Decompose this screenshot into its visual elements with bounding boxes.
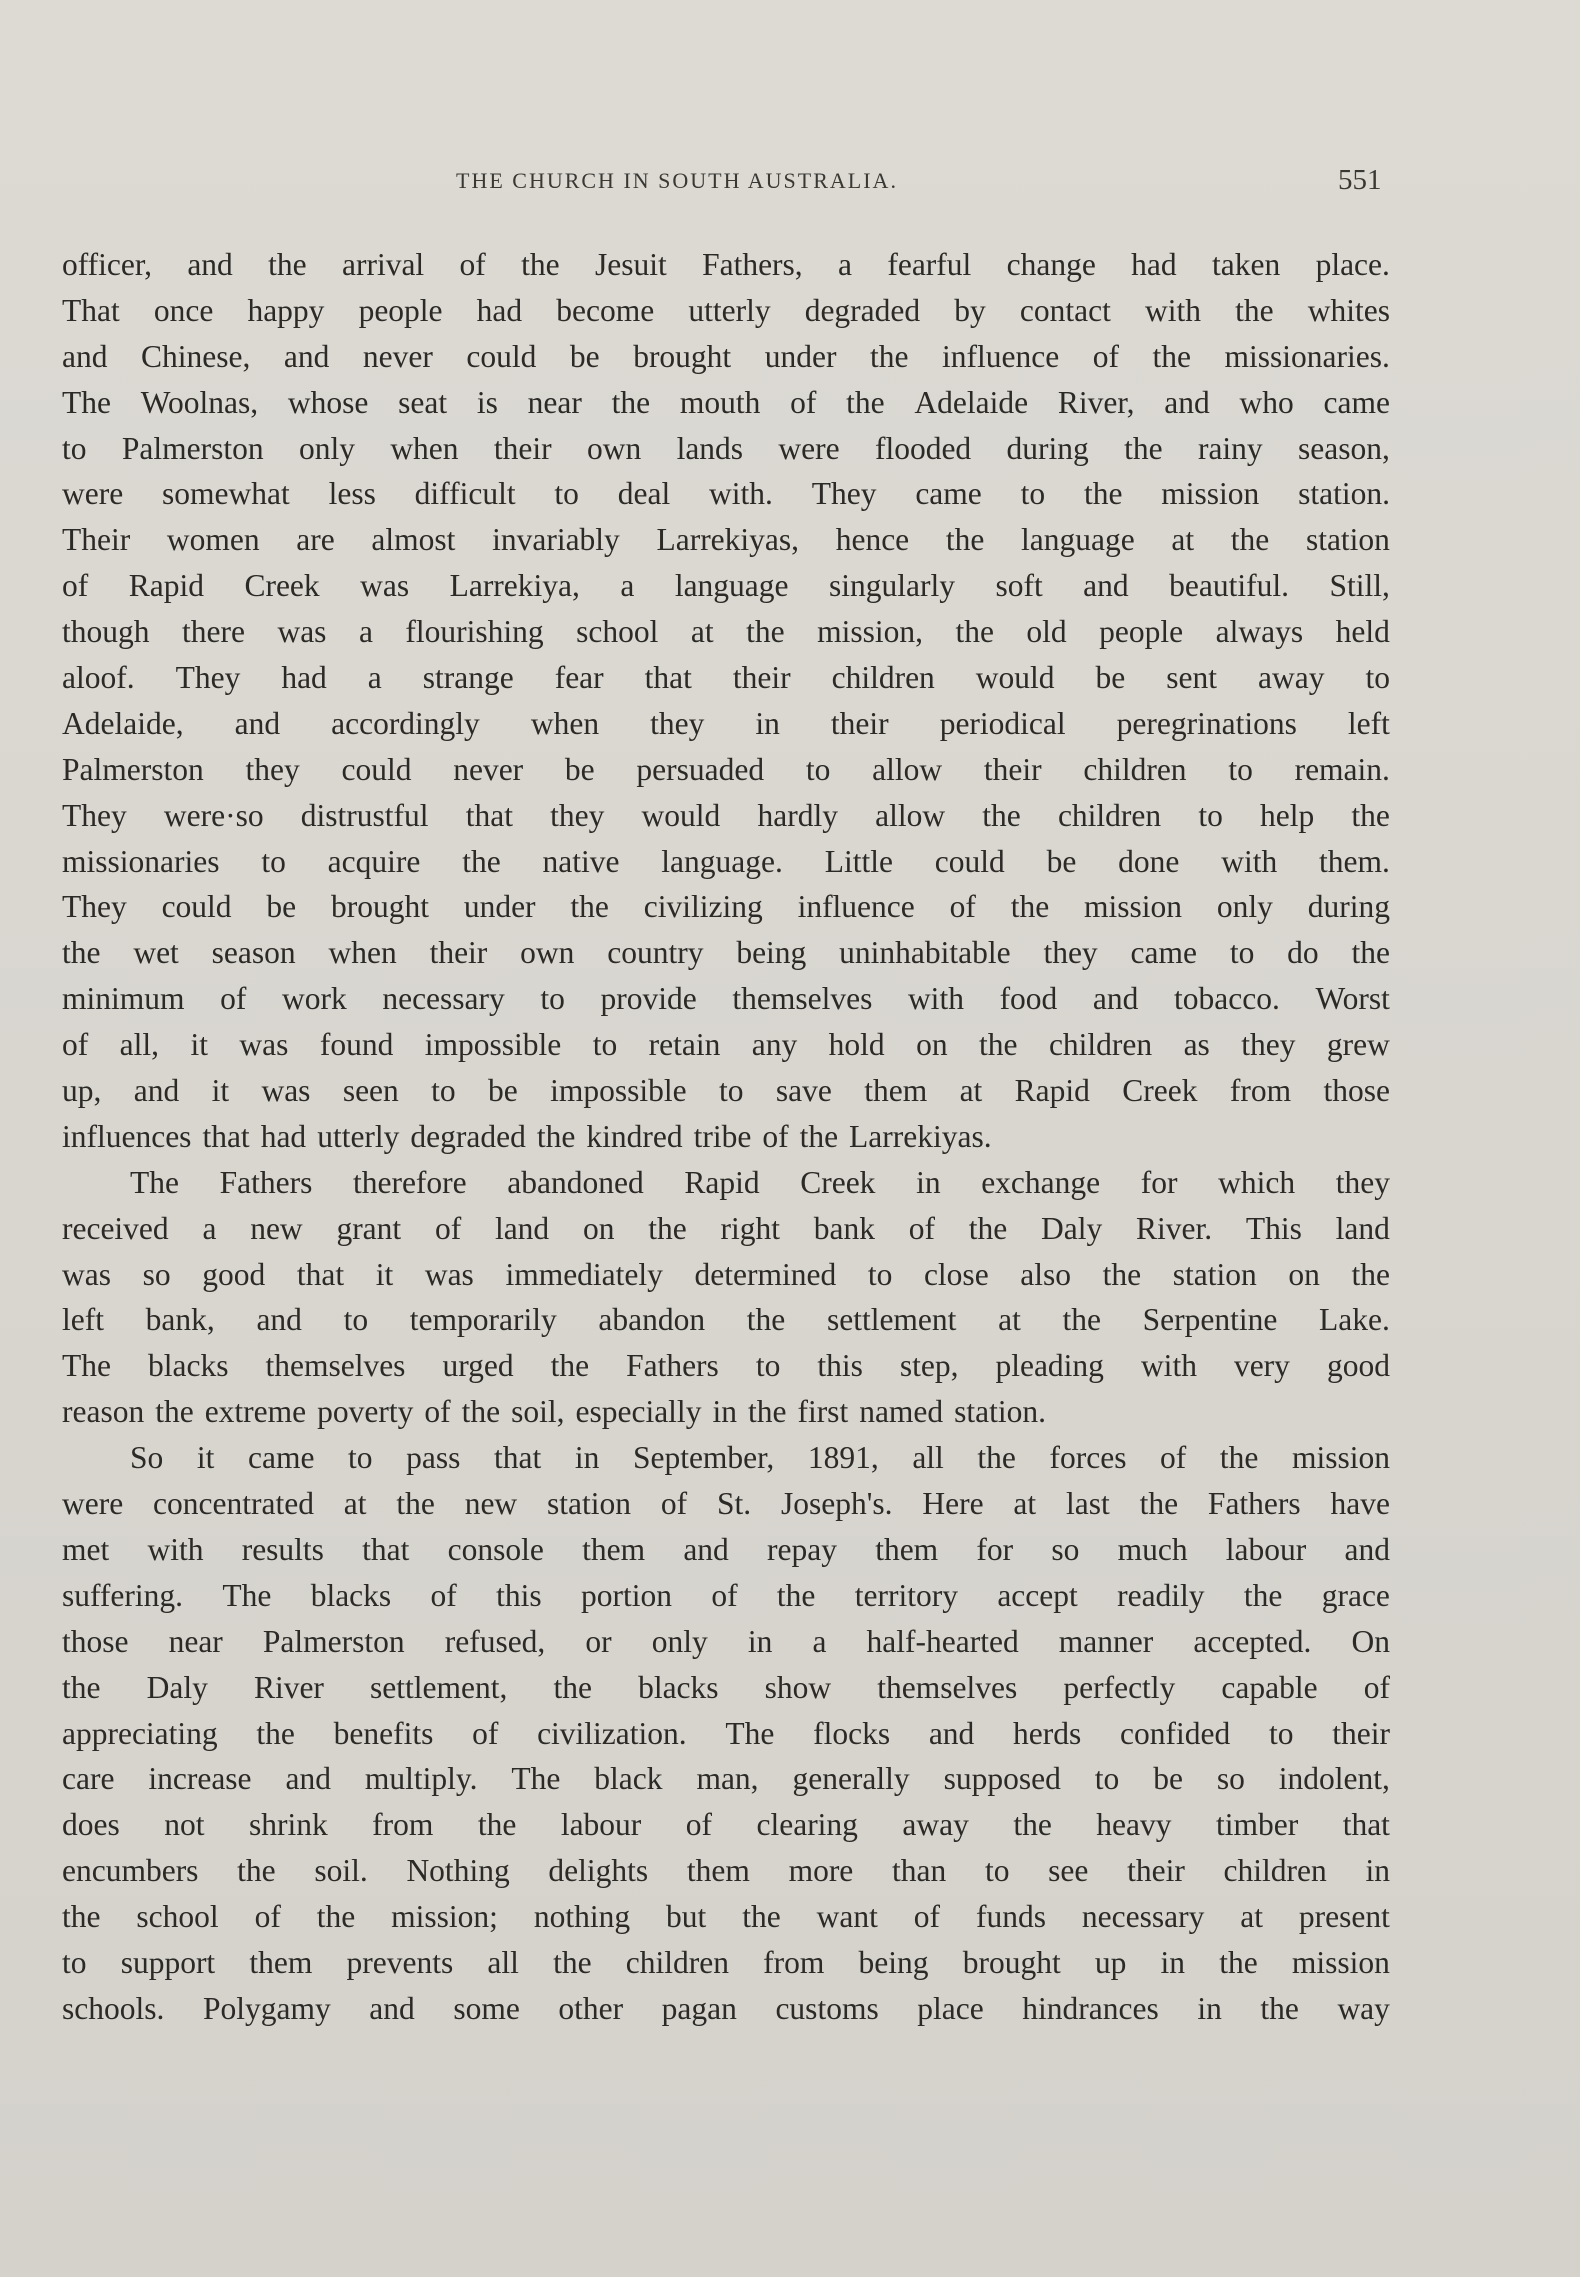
text-line: The blacks themselves urged the Fathers to this step, pleading with very good [62,1348,1390,1384]
body-text [62,242,1390,2032]
text-line: officer, and the arrival of the Jesuit Fathers, a fearful change had taken place. [62,247,1390,282]
text-line: care increase and multiply. The black man, generally supposed to be so indolent, [62,1761,1390,1797]
running-head: THE CHURCH IN SOUTH AUSTRALIA. [456,168,898,193]
text-line: were somewhat less difficult to deal with. They came to the mission station. [62,476,1390,512]
text-line: met with results that console them and repay them for so much labour and [62,1531,1390,1567]
text-line: of all, it was found impossible to retain any hold on the children as they grew [62,1027,1390,1063]
text-line: were concentrated at the new station of St. Joseph's. Here at last the Fathers have [62,1486,1390,1522]
text-line: The Fathers therefore abandoned Rapid Creek in exchange for which they [130,1164,1390,1200]
text-line: encumbers the soil. Nothing delights them more than to see their children in [62,1853,1390,1889]
text-line: and Chinese, and never could be brought under the influence of the missionaries. [62,338,1390,374]
text-line: schools. Polygamy and some other pagan customs place hindrances in the way [62,1990,1390,2026]
text-line: left bank, and to temporarily abandon the settlement at the Serpentine Lake. [62,1302,1390,1338]
text-line: to Palmerston only when their own lands were flooded during the rainy season, [62,430,1390,466]
text-line: the wet season when their own country being uninhabitable they came to do the [62,935,1390,971]
text-line: those near Palmerston refused, or only in a half-hearted manner accepted. On [62,1623,1390,1659]
text-line: They could be brought under the civilizing influence of the mission only during [62,889,1390,925]
text-line: received a new grant of land on the right bank of the Daly River. This land [62,1210,1390,1246]
text-line: reason the extreme poverty of the soil, especially in the first named station. [62,1394,1047,1430]
text-line: does not shrink from the labour of clearing away the heavy timber that [62,1807,1390,1843]
text-line: missionaries to acquire the native language. Little could be done with them. [62,843,1390,879]
text-line: the school of the mission; nothing but the want of funds necessary at present [62,1899,1390,1935]
text-line: Adelaide, and accordingly when they in their periodical peregrinations left [62,705,1390,741]
text-line: Palmerston they could never be persuaded to allow their children to remain. [62,751,1390,787]
text-line: suffering. The blacks of this portion of the territory accept readily the grace [62,1577,1390,1613]
text-line: of Rapid Creek was Larrekiya, a language singularly soft and beautiful. Still, [62,568,1390,604]
text-line: That once happy people had become utterly degraded by contact with the whites [62,292,1390,328]
text-line: The Woolnas, whose seat is near the mouth of the Adelaide River, and who came [62,384,1390,420]
text-line: the Daly River settlement, the blacks show themselves perfectly capable of [62,1669,1390,1705]
text-line: though there was a flourishing school at the mission, the old people always held [62,614,1390,650]
text-line: was so good that it was immediately determined to close also the station on the [62,1256,1390,1292]
text-line: They were·so distrustful that they would hardly allow the children to help the [62,797,1390,833]
text-line: minimum of work necessary to provide themselves with food and tobacco. Worst [62,981,1390,1017]
text-line: to support them prevents all the children from being brought up in the mission [62,1944,1390,1980]
text-line: aloof. They had a strange fear that their children would be sent away to [62,660,1390,696]
text-line: influences that had utterly degraded the kindred tribe of the Larrekiyas. [62,1118,992,1154]
text-line: up, and it was seen to be impossible to save them at Rapid Creek from those [62,1073,1390,1109]
text-line: Their women are almost invariably Larrekiyas, hence the language at the station [62,522,1390,558]
text-line: appreciating the benefits of civilization. The flocks and herds confided to their [62,1715,1390,1751]
page-number: 551 [1338,164,1382,196]
text-line: So it came to pass that in September, 1891, all the forces of the mission [130,1440,1390,1476]
